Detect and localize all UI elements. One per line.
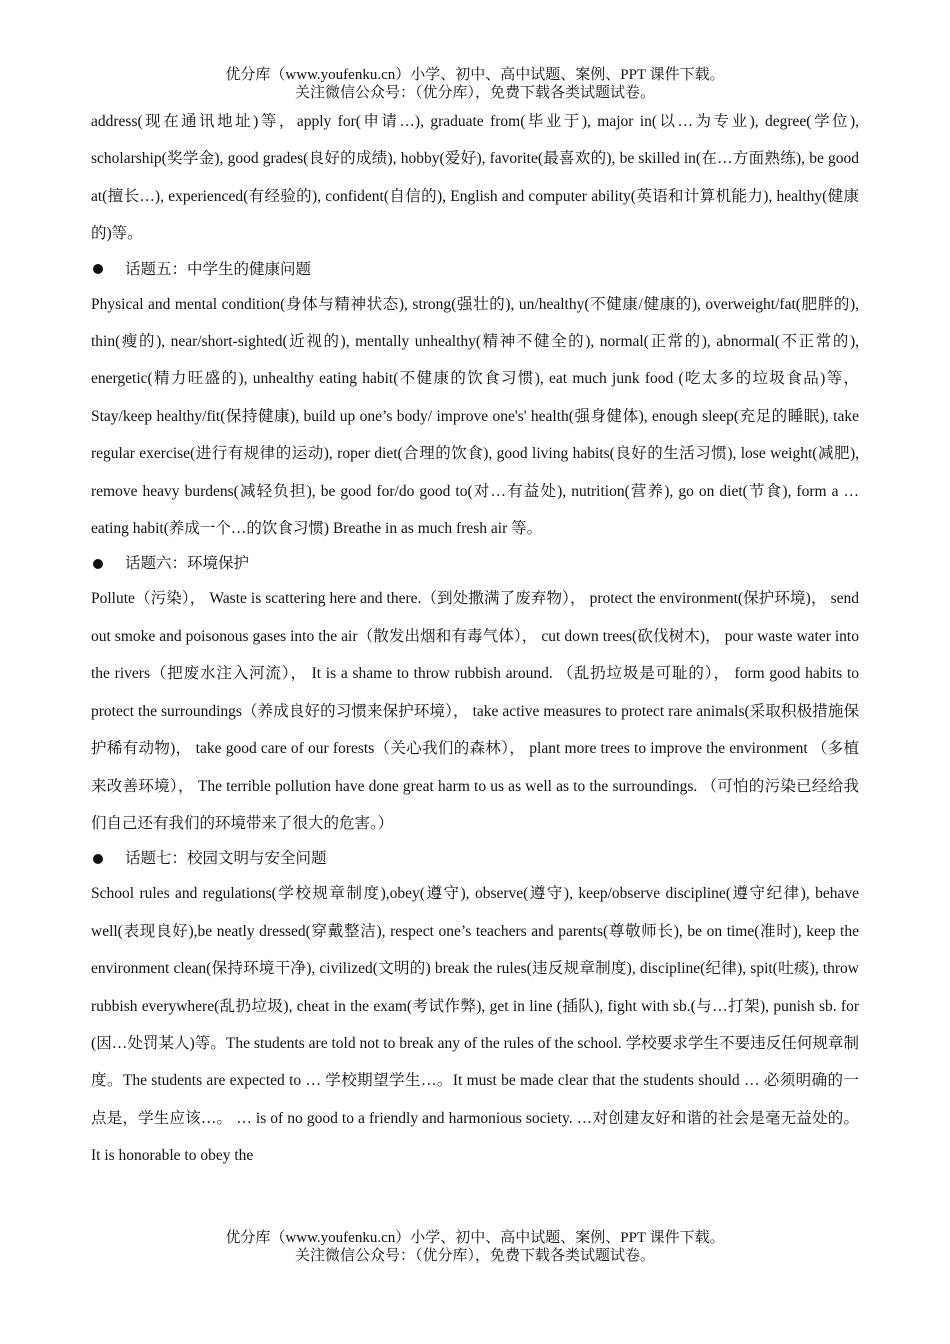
topic-7-title: 话题七：校园文明与安全问题: [125, 850, 327, 868]
topic-6-title: 话题六：环境保护: [125, 555, 250, 573]
topic-5-heading: [91, 253, 859, 286]
topic-6-heading: [91, 547, 859, 580]
page-footer: [0, 1229, 950, 1265]
bullet-icon: [93, 264, 103, 274]
header-line-1: 优分库（www.youfenku.cn）小学、初中、高中试题、案例、PPT 课件下载。: [225, 67, 725, 83]
intro-paragraph: address(现在通讯地址)等，apply for(申请…), graduate from(毕业于), major in(以…为专业), degree(学位), scholarship(奖学金), good grades(良好的成绩), hobby(爱好), favorite(最喜欢的), be skilled in(在…方面熟练), be good at(擅长…), experienced(有经验的), confident(自信的), English and computer ability(英语和计算机能力), healthy(健康的)等。: [91, 113, 859, 243]
topic-7-paragraph: School rules and regulations(学校规章制度),obey(遵守), observe(遵守), keep/observe discipline(遵守纪律), behave well(表现良好),be neatly dressed(穿戴整洁), respect one’s teachers and parents(尊敬师长), be on time(准时), keep the environment clean(保持环境干净), civilized(文明的) break the rules(违反规章制度), discipline(纪律), spit(吐痰), throw rubbish everywhere(乱扔垃圾), cheat in the exam(考试作弊), get in line (插队), fight with sb.(与…打架), punish sb. for (因…处罚某人)等。The students are told not to break any of the rules of the school. 学校要求学生不要违反任何规章制度。The students are expected to … 学校期望学生…。It must be made clear that the students should … 必须明确的一点是，学生应该…。 … is of no good to a friendly and harmonious society. …对创建友好和谐的社会是毫无益处的。It is honorable to obey the: [91, 885, 859, 1165]
bullet-icon: [93, 854, 103, 864]
topic-5-paragraph: Physical and mental condition(身体与精神状态), strong(强壮的), un/healthy(不健康/健康的), overweight/fat(肥胖的), thin(瘦的), near/short-sighted(近视的), mentally unhealthy(精神不健全的), normal(正常的), abnormal(不正常的), energetic(精力旺盛的), unhealthy eating habit(不健康的饮食习惯), eat much junk food (吃太多的垃圾食品)等，Stay/keep healthy/fit(保持健康), build up one’s body/ improve one's' health(强身健体), enough sleep(充足的睡眠), take regular exercise(进行有规律的运动), roper diet(合理的饮食), good living habits(良好的生活习惯), lose weight(减肥), remove heavy burdens(减轻负担), be good for/do good to(对…有益处), nutrition(营养), go on diet(节食), form a … eating habit(养成一个…的饮食习惯) Breathe in as much fresh air 等。: [91, 295, 859, 538]
footer-line-1: 优分库（www.youfenku.cn）小学、初中、高中试题、案例、PPT 课件下载。: [225, 1230, 725, 1246]
topic-6-paragraph: Pollute（污染）， Waste is scattering here and there.（到处撒满了废弃物）， protect the environment(保护环境)， send out smoke and poisonous gases into the air（散发出烟和有毒气体）， cut down trees(砍伐树木)， pour waste water into the rivers（把废水注入河流）， It is a shame to throw rubbish around. （乱扔垃圾是可耻的）， form good habits to protect the surroundings（养成良好的习惯来保护环境）， take active measures to protect rare animals(采取积极措施保护稀有动物)， take good care of our forests（关心我们的森林）， plant more trees to improve the environment （多植来改善环境）， The terrible pollution have done great harm to us as well as to the surroundings. （可怕的污染已经给我们自己还有我们的环境带来了很大的危害。）: [91, 590, 859, 832]
document-body: [91, 103, 859, 1175]
footer-line-2: 关注微信公众号：（优分库），免费下载各类试题试卷。: [294, 1248, 655, 1264]
topic-7-heading: [91, 842, 859, 875]
bullet-icon: [93, 559, 103, 569]
page-header: [0, 66, 950, 102]
header-line-2: 关注微信公众号：（优分库），免费下载各类试题试卷。: [294, 85, 655, 101]
topic-5-title: 话题五：中学生的健康问题: [125, 260, 312, 278]
